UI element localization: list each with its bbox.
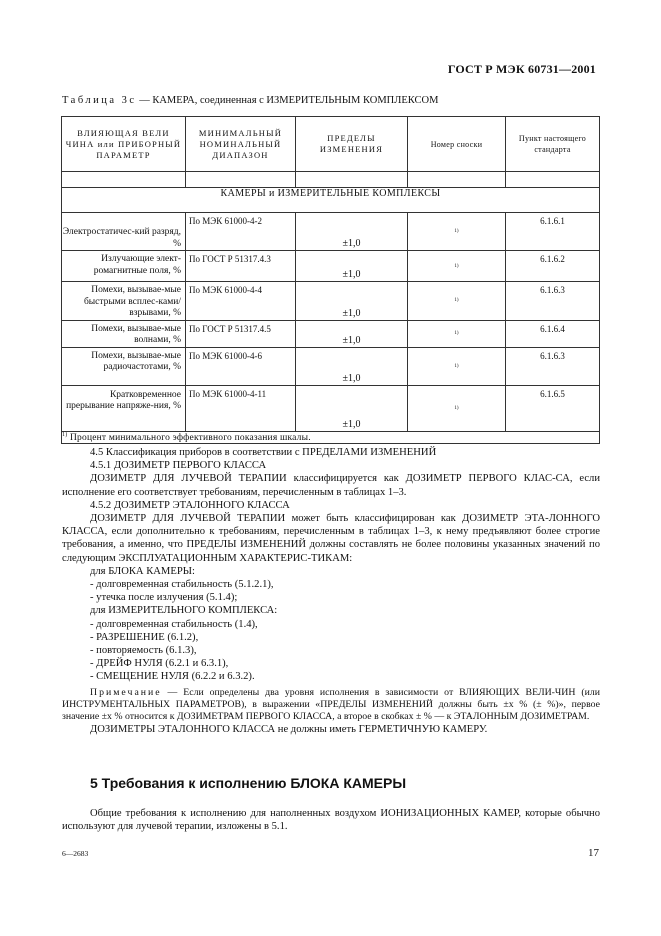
column-header-clause: Пункт настоящего стандарта bbox=[506, 117, 600, 172]
para-4-5-2-body: ДОЗИМЕТР ДЛЯ ЛУЧЕВОЙ ТЕРАПИИ может быть классифицирован как ДОЗИМЕТР ЭТА-ЛОННОГО КЛАССА, если дополнительно к требованиям, перечисленным в таблицах 1–3, к нему предъявляют более строгие требования, а именно, что ПРЕДЕЛЫ ИЗМЕНЕНИЙ должны составлять не более половины указанных значений по следующим ЭКСПЛУАТАЦИОННЫМ ХАРАКТЕРИС-ТИКАМ: bbox=[62, 513, 600, 564]
section-5-text: Общие требования к исполнению для наполненных воздухом ИОНИЗАЦИОННЫХ КАМЕР, которые обычно используют для лучевой терапии, изложены в 5.1. bbox=[62, 808, 600, 833]
column-header-param: ВЛИЯЮЩАЯ ВЕЛИ ЧИНА или ПРИБОРНЫЙ ПАРАМЕТР bbox=[62, 117, 186, 172]
cell-range: По ГОСТ Р 51317.4.5 bbox=[186, 320, 296, 347]
table-row bbox=[62, 320, 600, 347]
table-row bbox=[62, 251, 600, 282]
note-label: Примечание bbox=[90, 686, 162, 698]
para-4-5-1-title: 4.5.1 ДОЗИМЕТР ПЕРВОГО КЛАССА bbox=[90, 460, 267, 472]
list-item: - ДРЕЙФ НУЛЯ (6.2.1 и 6.3.1), bbox=[90, 658, 229, 670]
cell-param: Помехи, вызывае-мые радиочастотами, % bbox=[62, 347, 186, 385]
page-number: 17 bbox=[588, 847, 599, 859]
column-header-limits: ПРЕДЕЛЫ ИЗМЕНЕНИЯ bbox=[296, 117, 408, 172]
cell-note: 1) bbox=[408, 251, 506, 282]
para-4-5: 4.5 Классификация приборов в соответствии с ПРЕДЕЛАМИ ИЗМЕНЕНИЙ bbox=[90, 447, 437, 458]
section-5-paragraph bbox=[62, 807, 600, 833]
cell-note: 1) bbox=[408, 282, 506, 321]
cell-param: Электростатичес-кий разряд, % bbox=[62, 213, 186, 251]
table-spacer-row bbox=[62, 172, 600, 188]
footnote-text: Процент минимального эффективного показания шкалы. bbox=[67, 432, 311, 443]
cell-clause: 6.1.6.3 bbox=[506, 282, 600, 321]
list-item: - СМЕЩЕНИЕ НУЛЯ (6.2.2 и 6.3.2). bbox=[90, 671, 255, 683]
para-etalon: ДОЗИМЕТРЫ ЭТАЛОННОГО КЛАССА не должны иметь ГЕРМЕТИЧНУЮ КАМЕРУ. bbox=[90, 724, 488, 736]
para-4-5-2-title: 4.5.2 ДОЗИМЕТР ЭТАЛОННОГО КЛАССА bbox=[90, 499, 290, 511]
cell-limits: ±1,0 bbox=[296, 282, 408, 321]
cell-range: По МЭК 61000-4-2 bbox=[186, 213, 296, 251]
cell-note: 1) bbox=[408, 320, 506, 347]
cell-note: 1) bbox=[408, 347, 506, 385]
section-title: КАМЕРЫ и ИЗМЕРИТЕЛЬНЫЕ КОМПЛЕКСЫ bbox=[62, 188, 600, 213]
para-4-5-1-body: ДОЗИМЕТР ДЛЯ ЛУЧЕВОЙ ТЕРАПИИ классифицируется как ДОЗИМЕТР ПЕРВОГО КЛАС-СА, если исполнение его соответствует требованиям, перечисленным в таблицах 1–3. bbox=[62, 473, 600, 498]
cell-param: Помехи, вызывае-мые быстрыми всплес-ками/взрывами, % bbox=[62, 282, 186, 321]
table-caption-text: — КАМЕРА, соединенная с ИЗМЕРИТЕЛЬНЫМ КОМПЛЕКСОМ bbox=[136, 95, 439, 106]
column-header-note: Номер сноски bbox=[408, 117, 506, 172]
list-item: - утечка после излучения (5.1.4); bbox=[90, 592, 238, 604]
column-header-range: МИНИМАЛЬНЫЙ НОМИНАЛЬНЫЙ ДИАПАЗОН bbox=[186, 117, 296, 172]
cell-range: По МЭК 61000-4-4 bbox=[186, 282, 296, 321]
list-item: - РАЗРЕШЕНИЕ (6.1.2), bbox=[90, 631, 199, 643]
table-row bbox=[62, 282, 600, 321]
list-heading-complex: для ИЗМЕРИТЕЛЬНОГО КОМПЛЕКСА: bbox=[90, 605, 278, 617]
table-row bbox=[62, 213, 600, 251]
cell-param: Излучающие элект-ромагнитные поля, % bbox=[62, 251, 186, 282]
table-footnote bbox=[62, 431, 600, 443]
cell-limits: ±1,0 bbox=[296, 213, 408, 251]
table-row bbox=[62, 347, 600, 385]
table-caption bbox=[62, 95, 438, 106]
table-header-row bbox=[62, 117, 600, 172]
table-caption-label: Таблица 3с bbox=[62, 95, 137, 106]
section-5-heading: 5 Требования к исполнению БЛОКА КАМЕРЫ bbox=[90, 775, 407, 791]
table-row bbox=[62, 385, 600, 431]
table-section-row bbox=[62, 188, 600, 213]
cell-limits: ±1,0 bbox=[296, 320, 408, 347]
document-header: ГОСТ Р МЭК 60731—2001 bbox=[447, 62, 596, 76]
cell-clause: 6.1.6.5 bbox=[506, 385, 600, 431]
parameters-table bbox=[61, 116, 600, 444]
list-item: - долговременная стабильность (5.1.2.1), bbox=[90, 579, 274, 591]
print-code: 6—2683 bbox=[62, 849, 89, 858]
list-item: - долговременная стабильность (1.4), bbox=[90, 618, 258, 630]
cell-clause: 6.1.6.4 bbox=[506, 320, 600, 347]
cell-range: По МЭК 61000-4-11 bbox=[186, 385, 296, 431]
footnote-mark: 1) bbox=[62, 431, 68, 438]
cell-note: 1) bbox=[408, 385, 506, 431]
body-text bbox=[62, 446, 600, 736]
table-footnote-row bbox=[62, 431, 600, 443]
cell-range: По ГОСТ Р 51317.4.3 bbox=[186, 251, 296, 282]
cell-param: Кратковременное прерывание напряже-ния, % bbox=[62, 385, 186, 431]
note-paragraph bbox=[62, 687, 600, 724]
cell-limits: ±1,0 bbox=[296, 251, 408, 282]
cell-clause: 6.1.6.3 bbox=[506, 347, 600, 385]
cell-note: 1) bbox=[408, 213, 506, 251]
list-item: - повторяемость (6.1.3), bbox=[90, 645, 197, 657]
cell-range: По МЭК 61000-4-6 bbox=[186, 347, 296, 385]
cell-param: Помехи, вызывае-мые волнами, % bbox=[62, 320, 186, 347]
cell-clause: 6.1.6.1 bbox=[506, 213, 600, 251]
cell-limits: ±1,0 bbox=[296, 347, 408, 385]
note-text: — Если определены два уровня исполнения в зависимости от ВЛИЯЮЩИХ ВЕЛИ-ЧИН (или ИНСТРУМЕНТАЛЬНЫХ ПАРАМЕТРОВ), в выражении «ПРЕДЕЛЫ ИЗМЕНЕНИЙ должны быть ±x % (± %)», первое значение ±x % относится к ДОЗИМЕТРАМ ПЕРВОГО КЛАССА, а второе в скобках ± % — к ЭТАЛОННЫМ ДОЗИМЕТРАМ. bbox=[62, 686, 600, 723]
list-heading-chamber: для БЛОКА КАМЕРЫ: bbox=[90, 565, 195, 577]
cell-limits: ±1,0 bbox=[296, 385, 408, 431]
cell-clause: 6.1.6.2 bbox=[506, 251, 600, 282]
